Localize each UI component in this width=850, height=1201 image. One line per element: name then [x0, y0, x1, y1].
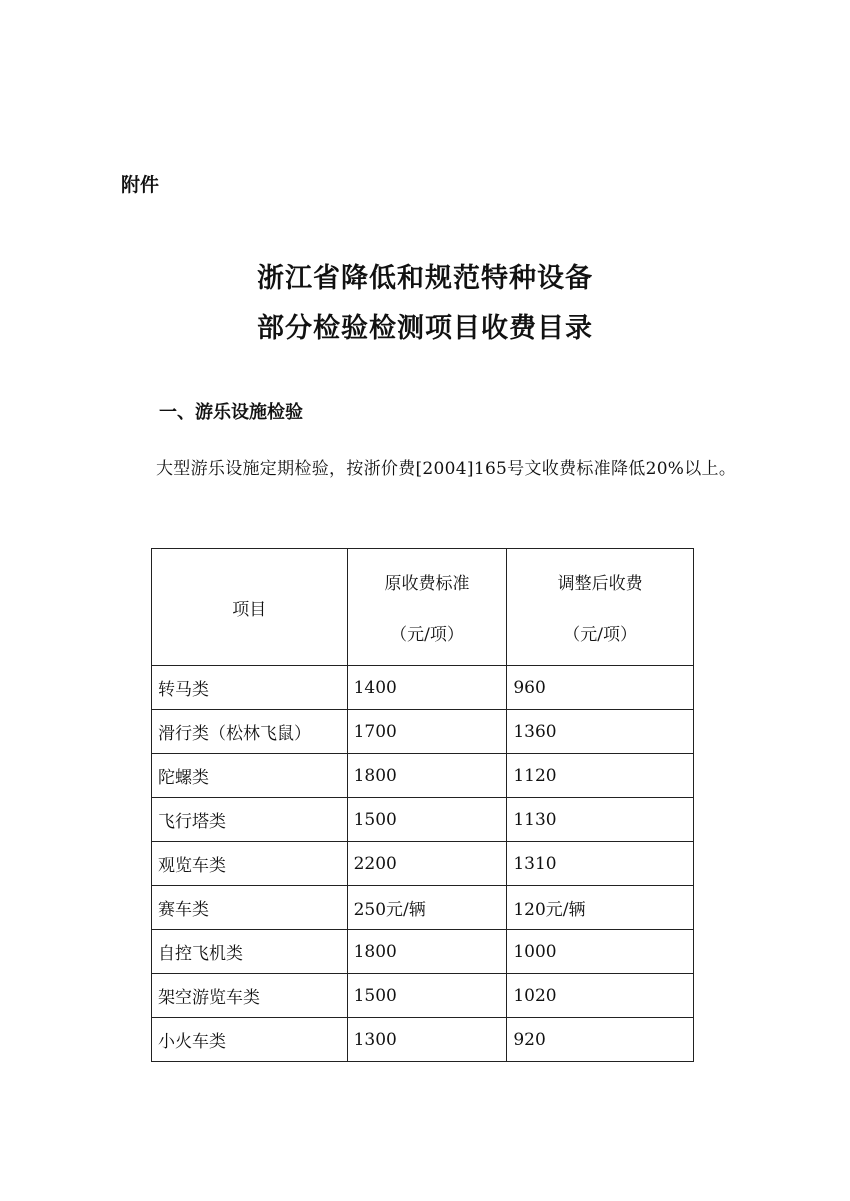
cell-original-fee: 1500	[347, 974, 507, 1018]
cell-item: 滑行类（松林飞鼠）	[152, 710, 348, 754]
table-row	[152, 974, 694, 1018]
table-row	[152, 710, 694, 754]
table-row	[152, 754, 694, 798]
cell-item: 架空游览车类	[152, 974, 348, 1018]
table-row	[152, 886, 694, 930]
table-row	[152, 666, 694, 710]
table-row	[152, 842, 694, 886]
header-original-label: 原收费标准	[384, 574, 470, 594]
header-item-label: 项目	[232, 599, 267, 620]
cell-adjusted-fee: 1120	[507, 754, 694, 798]
document-title-line-1: 浙江省降低和规范特种设备	[257, 263, 593, 294]
cell-item: 飞行塔类	[152, 798, 348, 842]
cell-original-fee: 1700	[347, 710, 507, 754]
cell-adjusted-fee: 120元/辆	[507, 886, 694, 930]
header-adjusted-fee	[507, 549, 694, 666]
cell-item: 自控飞机类	[152, 930, 348, 974]
header-adjusted-label: 调整后收费	[557, 574, 643, 594]
header-item	[152, 549, 348, 666]
attachment-label: 附件	[121, 174, 160, 196]
header-adjusted-unit: （元/项）	[563, 625, 638, 645]
cell-original-fee: 1400	[347, 666, 507, 710]
cell-adjusted-fee: 1360	[507, 710, 694, 754]
section-heading: 一、游乐设施检验	[159, 402, 303, 423]
cell-original-fee: 1500	[347, 798, 507, 842]
cell-adjusted-fee: 960	[507, 666, 694, 710]
document-title-line-2: 部分检验检测项目收费目录	[257, 313, 593, 344]
cell-item: 小火车类	[152, 1018, 348, 1062]
cell-original-fee: 1800	[347, 754, 507, 798]
cell-adjusted-fee: 1000	[507, 930, 694, 974]
table-row	[152, 798, 694, 842]
cell-adjusted-fee: 1310	[507, 842, 694, 886]
cell-adjusted-fee: 1130	[507, 798, 694, 842]
cell-original-fee: 250元/辆	[347, 886, 507, 930]
cell-adjusted-fee: 1020	[507, 974, 694, 1018]
body-paragraph: 大型游乐设施定期检验，按浙价费[2004]165号文收费标准降低20%以上。	[156, 459, 737, 479]
cell-item: 观览车类	[152, 842, 348, 886]
cell-original-fee: 1800	[347, 930, 507, 974]
table-header-row	[152, 549, 694, 666]
table-row	[152, 1018, 694, 1062]
cell-item: 转马类	[152, 666, 348, 710]
header-original-unit: （元/项）	[390, 625, 464, 645]
header-original-fee	[347, 549, 507, 666]
cell-item: 赛车类	[152, 886, 348, 930]
cell-original-fee: 2200	[347, 842, 507, 886]
cell-original-fee: 1300	[347, 1018, 507, 1062]
fee-table	[151, 548, 694, 1062]
table-row	[152, 930, 694, 974]
cell-item: 陀螺类	[152, 754, 348, 798]
cell-adjusted-fee: 920	[507, 1018, 694, 1062]
